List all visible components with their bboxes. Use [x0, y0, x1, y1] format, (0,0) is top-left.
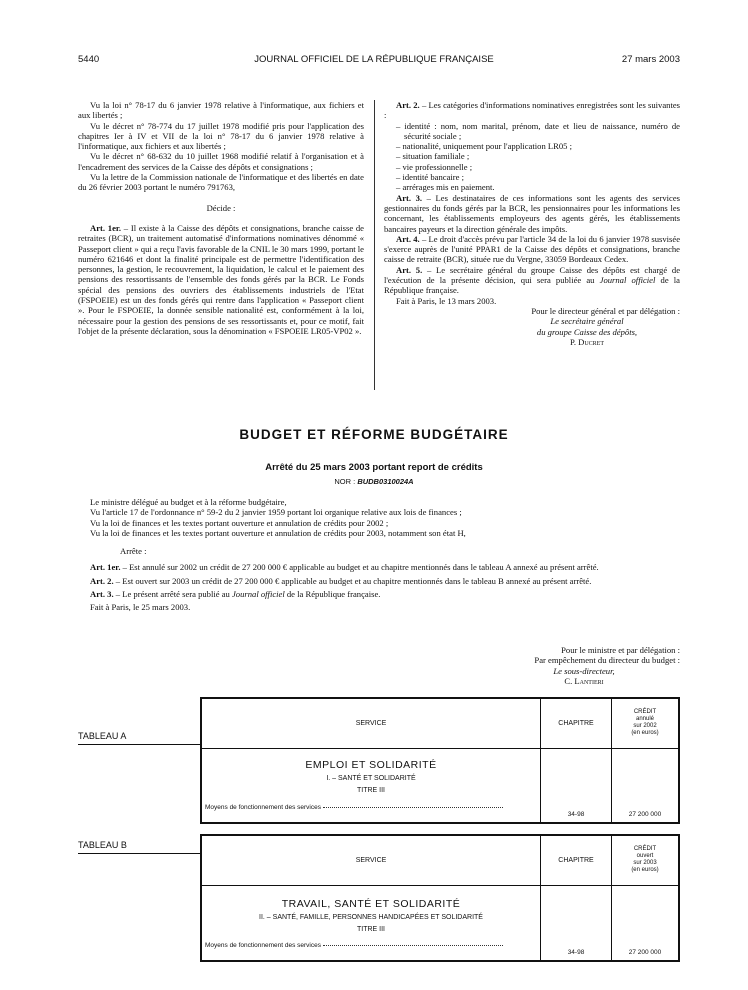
col-service: SERVICE	[201, 835, 541, 885]
list-item: – identité bancaire ;	[396, 172, 680, 182]
article-label: Art. 3.	[90, 589, 114, 600]
page-number: 5440	[78, 54, 100, 65]
fait-line: Fait à Paris, le 25 mars 2003.	[90, 602, 191, 613]
article-label: Art. 3.	[396, 192, 423, 203]
credit-line: sur 2003	[633, 860, 657, 867]
article-text: de la République française.	[284, 589, 381, 600]
article-text: – Il existe à la Caisse des dépôts et consignations, branche caisse de retraites (BCR), un traitement automatisé d'informations nominatives dénommé « Passeport client » qui a reçu l'avis favorable de la CNIL le 30 mars 1999, portant le numéro 621646 et dont la finalité principale est de permettre l'identification des personnes, la gestion, le recouvrement, la liquidation, le calcul et le paiement des pensions des ressortissants de l'ensemble des fonds gérés par la BCR. Le Fonds spécial des pensions des ouvriers des établissements industriels de l'Etat (FSPOEIE) est un des fonds gérés qui rentre dans l'application « Passeport client ». Pour le FSPOEIE, la donnée sensible nationalité est, conformément à la loi, nécessaire pour la gestion des pensions de ses ressortissants et, pour ce motif, fait l'objet de la présente déclaration, sous la dénomination « FSPOEIE LR05-VP02 ».	[78, 222, 364, 336]
subsection-name: I. – SANTÉ ET SOLIDARITÉ	[326, 774, 416, 782]
nor-code: BUDB0310024A	[357, 477, 414, 486]
signature-title-text: Le sous-directeur,	[553, 665, 615, 676]
journal-name: Journal officiel	[231, 589, 285, 600]
article-5	[384, 265, 680, 296]
right-column	[384, 100, 680, 347]
credit-line: CRÉDIT	[633, 709, 657, 716]
article-text: – Est annulé sur 2002 un crédit de 27 200 000 € applicable au budget et au chapitre mentionnés dans le tableau A annexé au présent arrêté.	[120, 562, 599, 573]
row-label-text: Moyens de fonctionnement des services	[205, 803, 321, 811]
arrete-title: Arrêté du 25 mars 2003 portant report de crédits	[265, 462, 483, 473]
signature-title-text: Le secrétaire général	[550, 316, 624, 327]
vu-paragraph: Vu la loi de finances et les textes portant ouverture et annulation de crédits pour 2002 ;	[90, 517, 389, 528]
col-credit	[612, 698, 680, 748]
nor-reference	[0, 477, 748, 486]
article-text: – Le présent arrêté sera publié au	[113, 589, 232, 600]
signature-org	[384, 327, 680, 337]
col-service: SERVICE	[201, 698, 541, 748]
signature-name: C. Lantieri	[564, 675, 604, 686]
signature-line: Pour le ministre et par délégation :	[561, 645, 680, 655]
arrete-signature	[448, 645, 680, 686]
table-header-row	[201, 835, 679, 885]
vu-paragraph: Vu le décret n° 78-774 du 17 juillet 1978 modifié pris pour l'application des chapitres Ier à IV et VII de la loi n° 78-17 du 6 janvier 1978 relative à l'informatique, aux fichiers et aux libertés ;	[78, 120, 364, 152]
vu-paragraph: Vu la loi de finances et les textes portant ouverture et annulation de crédits pour 2003, notamment son état H,	[90, 527, 466, 538]
credit-line: ouvert	[636, 853, 654, 860]
tableau-a-label: TABLEAU A	[78, 731, 127, 741]
table-row	[201, 885, 679, 961]
article-label: Art. 5.	[396, 264, 423, 275]
article-2	[384, 100, 680, 121]
signature-title	[384, 316, 680, 326]
chapitre-cell: 34-98	[541, 748, 612, 823]
article-label: Art. 1er.	[90, 562, 121, 573]
table-row	[201, 748, 679, 823]
fait-line: Fait à Paris, le 13 mars 2003.	[396, 295, 497, 306]
article-4	[384, 234, 680, 265]
credit-line: CRÉDIT	[633, 846, 657, 853]
tableau-b-label: TABLEAU B	[78, 840, 127, 850]
col-chapitre: CHAPITRE	[541, 835, 612, 885]
arrete-heading: Arrête :	[120, 546, 147, 557]
article-text: – Les destinataires de ces informations sont les agents des services gestionnaires du fonds gérés par la BCR, les pensionnaires pour les informations les concernant, les établissements employeurs des agents gérés, les établissements bancaires payeurs et la direction générale des impôts.	[384, 192, 680, 234]
list-item: – identité : nom, nom marital, prénom, date et lieu de naissance, numéro de sécurité sociale ;	[396, 121, 680, 142]
vu-paragraph: Vu le décret n° 68-632 du 10 juillet 1968 modifié relatif à l'organisation et à l'encadrement des services de la Caisse des dépôts et consignations ;	[78, 151, 364, 172]
arrete-article-1	[78, 562, 680, 572]
credit-cell: 27 200 000	[612, 885, 680, 961]
article-text: de la République française.	[384, 275, 680, 296]
journal-name: Journal officiel	[599, 275, 656, 286]
arrete-article-2	[78, 576, 680, 586]
tableau-a-underline	[78, 744, 200, 745]
signature-name: P. Ducret	[570, 336, 604, 347]
tableau-a-table	[200, 697, 680, 824]
article-label: Art. 4.	[396, 233, 420, 244]
ministry-name: EMPLOI ET SOLIDARITÉ	[305, 758, 437, 771]
chapitre-cell: 34-98	[541, 885, 612, 961]
row-label	[202, 804, 540, 811]
article-label: Art. 2.	[396, 100, 420, 110]
article-label: Art. 2.	[90, 575, 114, 586]
col-chapitre: CHAPITRE	[541, 698, 612, 748]
titre-name: TITRE III	[357, 786, 385, 794]
credit-line: sur 2002	[633, 723, 657, 730]
column-divider	[374, 100, 375, 390]
article-text: – Le secrétaire général du groupe Caisse des dépôts est chargé de l'exécution de la présente décision, qui sera publiée au	[384, 264, 681, 286]
article-text: – Le droit d'accès prévu par l'article 34 de la loi du 6 janvier 1978 susvisée s'exerce auprès de l'unité PPAR1 de la Caisse des dépôts et consignations, branche caisse de retraite (BCR), située rue du Vergne, 33059 Bordeaux Cedex.	[384, 233, 681, 265]
intro-line: Le ministre délégué au budget et à la réforme budgétaire,	[90, 497, 287, 507]
signature-line: Par empêchement du directeur du budget :	[534, 655, 680, 666]
list-item: – nationalité, uniquement pour l'application LR05 ;	[396, 141, 680, 151]
service-cell	[201, 748, 541, 823]
list-item: – arrérages mis en paiement.	[396, 182, 680, 192]
vu-paragraph: Vu la lettre de la Commission nationale de l'informatique et des libertés en date du 26 février 2003 portant le numéro 791763,	[78, 172, 364, 193]
credit-line: annulé	[635, 716, 655, 723]
subsection-name: II. – SANTÉ, FAMILLE, PERSONNES HANDICAPÉES ET SOLIDARITÉ	[259, 913, 483, 921]
col-credit	[612, 835, 680, 885]
titre-name: TITRE III	[357, 925, 385, 933]
arrete-body	[78, 497, 680, 613]
signature-org-text: du groupe Caisse des dépôts,	[536, 326, 638, 337]
dot-leader	[323, 806, 503, 808]
article-1	[78, 223, 364, 336]
table-header-row	[201, 698, 679, 748]
credit-cell: 27 200 000	[612, 748, 680, 823]
nor-label: NOR :	[334, 477, 358, 486]
vu-paragraph: Vu l'article 17 de l'ordonnance n° 59-2 du 2 janvier 1959 portant loi organique relative aux lois de finances ;	[90, 507, 462, 518]
dot-leader	[323, 944, 503, 946]
article-text: – Les catégories d'informations nominatives enregistrées sont les suivantes :	[384, 100, 681, 121]
list-item: – situation familiale ;	[396, 151, 680, 161]
row-label	[202, 942, 540, 949]
credit-line: (en euros)	[631, 867, 659, 874]
service-cell	[201, 885, 541, 961]
tableau-b-underline	[78, 853, 200, 854]
ministry-name: TRAVAIL, SANTÉ ET SOLIDARITÉ	[281, 897, 461, 910]
tableau-b-table	[200, 834, 680, 962]
article-text: – Est ouvert sur 2003 un crédit de 27 200 000 € applicable au budget et au chapitre mentionnés dans le tableau B annexé au présent arrêté.	[113, 575, 592, 586]
article-3	[384, 193, 680, 234]
issue-date: 27 mars 2003	[621, 54, 680, 65]
row-label-text: Moyens de fonctionnement des services	[205, 941, 321, 949]
journal-title: JOURNAL OFFICIEL DE LA RÉPUBLIQUE FRANÇAISE	[254, 54, 494, 65]
info-categories-list	[384, 121, 680, 193]
signature-title	[448, 666, 680, 676]
signature-line: Pour le directeur général et par délégation :	[531, 305, 680, 316]
list-item: – vie professionnelle ;	[396, 162, 680, 172]
article-label: Art. 1er.	[90, 222, 122, 233]
section-title: BUDGET ET RÉFORME BUDGÉTAIRE	[239, 427, 509, 442]
decide-heading: Décide :	[206, 202, 236, 213]
vu-paragraph: Vu la loi n° 78-17 du 6 janvier 1978 relative à l'informatique, aux fichiers et aux libertés ;	[78, 100, 364, 121]
arrete-article-3	[78, 589, 680, 599]
left-column	[78, 100, 364, 336]
credit-line: (en euros)	[631, 730, 659, 737]
